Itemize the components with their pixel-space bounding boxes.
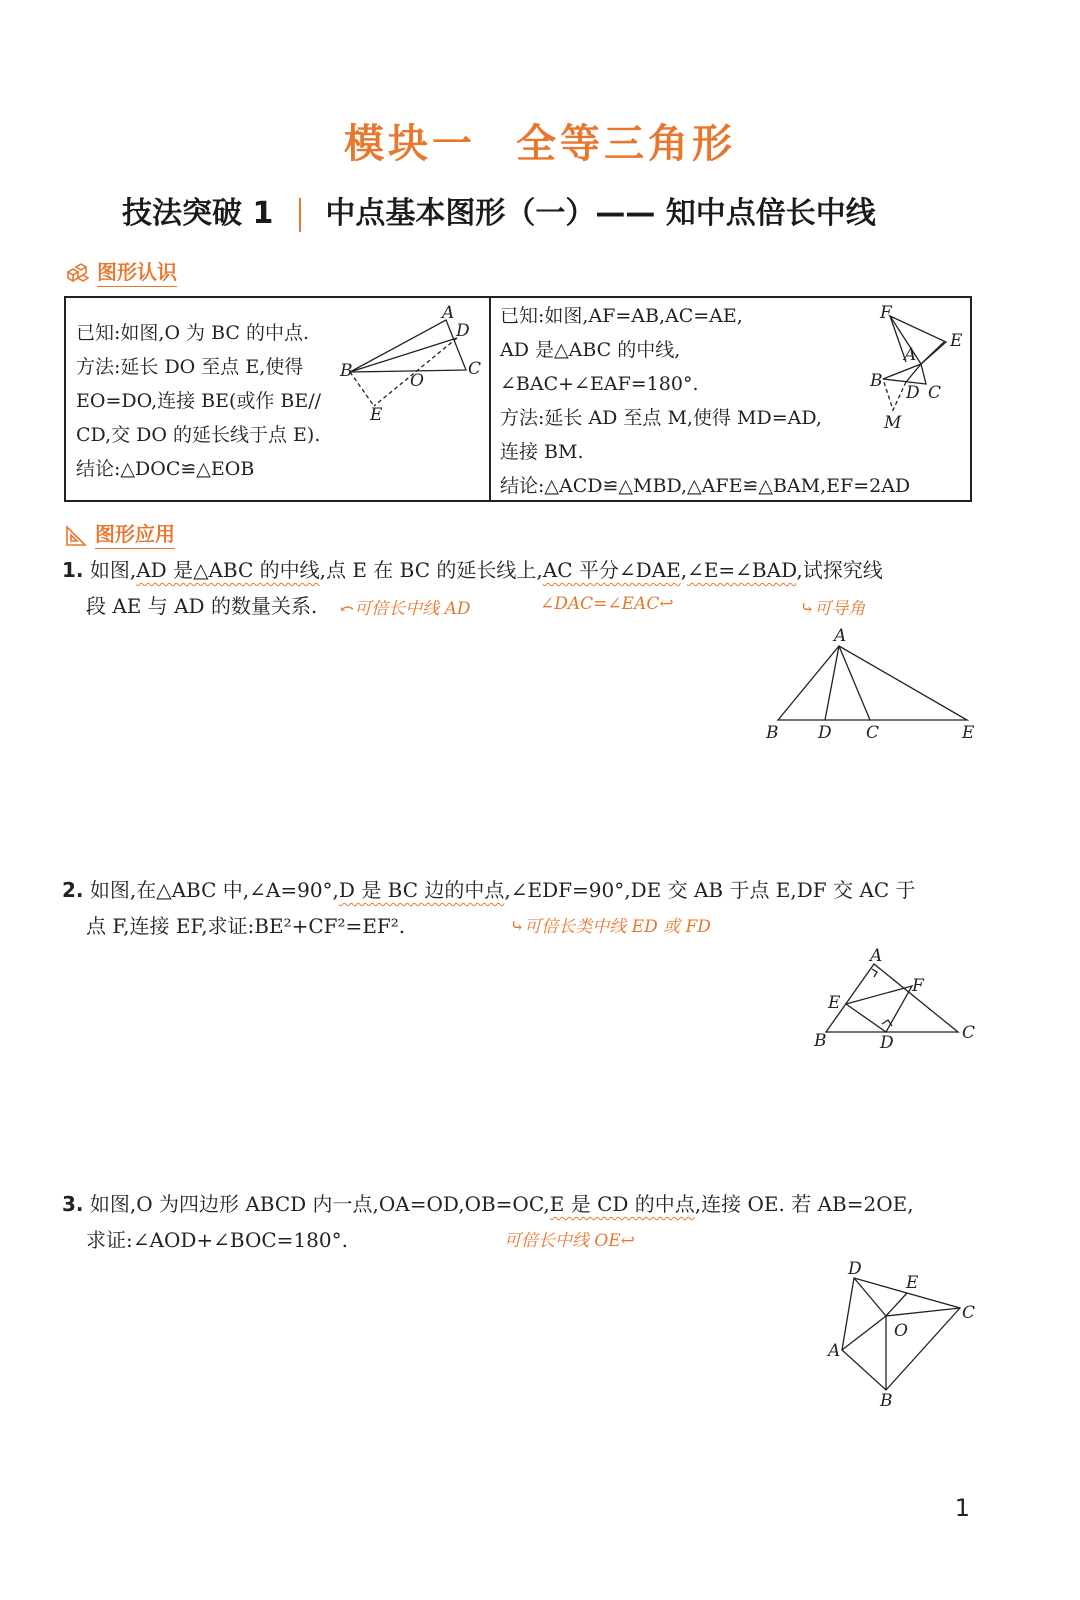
box-divider — [489, 298, 491, 502]
fig-label: E — [906, 1273, 919, 1293]
fig-label: A — [870, 946, 883, 966]
box-left-text — [76, 316, 321, 486]
page-number: 1 — [954, 1494, 970, 1522]
fig-label: E — [828, 993, 841, 1013]
fig-label: F — [912, 976, 924, 996]
fig-label: E — [370, 405, 383, 425]
annotation-note: ⤷可导角 — [800, 599, 866, 619]
box-left-line: 已知:如图,O 为 BC 的中点. — [76, 322, 310, 344]
topic-title — [122, 188, 876, 232]
problem-text: , — [680, 558, 688, 582]
problem-number: 2. — [62, 878, 84, 902]
fig-label: A — [828, 1341, 841, 1361]
fig-label: A — [834, 626, 847, 646]
fig-label: D — [848, 1259, 862, 1279]
problem-text: 如图,在△ABC 中,∠A=90°, — [89, 878, 339, 902]
fig-label: F — [880, 303, 892, 323]
problem-highlight: AD 是△ABC 的中线 — [136, 558, 320, 582]
problem-number: 3. — [62, 1192, 84, 1216]
problem-1-figure — [760, 626, 980, 748]
fig-label: B — [766, 723, 779, 743]
box-right-text — [500, 299, 910, 503]
box-left-line: 结论:△DOC≌△EOB — [76, 458, 255, 480]
box-left-line: 方法:延长 DO 至点 E,使得 — [76, 356, 304, 378]
box-right-line: 方法:延长 AD 至点 M,使得 MD=AD, — [500, 407, 822, 429]
note-text: ∠DAC=∠EAC — [540, 594, 660, 614]
fig-label: M — [884, 413, 902, 432]
note-text: 可倍长中线 OE — [504, 1231, 621, 1251]
problem-3-line-2: 求证:∠AOD+∠BOC=180°. — [86, 1228, 348, 1252]
note-text: 可倍长类中线 ED 或 FD — [524, 917, 711, 937]
box-right-line: 连接 BM. — [500, 441, 584, 463]
section-title: 图形认识 — [97, 256, 177, 287]
annotation-note: ⤺可倍长中线 AD — [340, 599, 471, 619]
box-right-line: ∠BAC+∠EAF=180°. — [500, 373, 699, 395]
fig-label: O — [894, 1321, 908, 1341]
section-head-application — [64, 518, 175, 549]
fig-label: D — [880, 1033, 894, 1052]
fig-label: B — [340, 361, 353, 381]
fig-label: B — [870, 371, 883, 391]
fig-label: E — [962, 723, 975, 743]
box-left-line: CD,交 DO 的延长线于点 E). — [76, 424, 321, 446]
problem-number: 1. — [62, 558, 84, 582]
module-title — [0, 112, 1080, 169]
note-text: 可倍长中线 AD — [354, 599, 471, 619]
problem-3-figure — [820, 1256, 980, 1416]
fig-label: A — [442, 304, 455, 323]
fig-label: O — [410, 371, 424, 391]
note-text: 可导角 — [814, 599, 866, 619]
fig-label: C — [468, 359, 482, 379]
fig-label: D — [818, 723, 832, 743]
fig-label: A — [904, 345, 917, 365]
annotation-note: ⤷可倍长类中线 ED 或 FD — [510, 917, 711, 937]
fig-label: D — [906, 383, 920, 403]
fig-label: B — [814, 1031, 827, 1051]
cubes-icon — [64, 262, 90, 286]
fig-label: D — [456, 321, 470, 341]
fig-label: B — [880, 1391, 893, 1411]
problem-text: ,∠EDF=90°,DE 交 AB 于点 E,DF 交 AC 于 — [504, 878, 916, 902]
box-left-line: EO=DO,连接 BE(或作 BE// — [76, 390, 322, 412]
problem-text: 如图, — [89, 558, 137, 582]
topic-label: 技法突破 1 — [122, 196, 274, 231]
problem-2-line-1 — [62, 872, 916, 908]
problem-2-figure — [808, 946, 980, 1052]
fig-label: C — [866, 723, 880, 743]
problem-highlight: D 是 BC 边的中点 — [338, 878, 505, 902]
box-right-line: 已知:如图,AF=AB,AC=AE, — [500, 305, 743, 327]
problem-3-line-1 — [62, 1186, 914, 1222]
box-left-figure — [338, 304, 486, 426]
problem-highlight: AC 平分∠DAE — [542, 558, 681, 582]
problem-text: ,连接 OE. 若 AB=2OE, — [694, 1192, 914, 1216]
problem-text: ,试探究线 — [796, 558, 883, 582]
fig-label: C — [962, 1303, 976, 1323]
problem-1-line-1 — [62, 552, 883, 588]
section-title: 图形应用 — [95, 518, 175, 549]
topic-divider — [299, 198, 301, 232]
problem-highlight: ∠E=∠BAD — [687, 558, 797, 582]
fig-label: C — [928, 383, 942, 403]
section-head-recognition — [64, 256, 177, 287]
problem-text: ,点 E 在 BC 的延长线上, — [319, 558, 543, 582]
box-right-line: AD 是△ABC 的中线, — [500, 339, 681, 361]
set-square-icon — [64, 524, 88, 548]
problem-text: 如图,O 为四边形 ABCD 内一点,OA=OD,OB=OC, — [89, 1192, 550, 1216]
module-number: 模块一 — [344, 121, 476, 167]
fig-label: C — [962, 1023, 976, 1043]
annotation-note: 可倍长中线 OE↩ — [504, 1231, 636, 1251]
problem-highlight: E 是 CD 的中点 — [549, 1192, 695, 1216]
box-right-line: 结论:△ACD≌△MBD,△AFE≌△BAM,EF=2AD — [500, 475, 911, 497]
fig-label: E — [950, 331, 963, 351]
topic-name: 中点基本图形（一）—— 知中点倍长中线 — [325, 196, 876, 231]
problem-2-line-2: 点 F,连接 EF,求证:BE²+CF²=EF². — [86, 914, 406, 938]
problem-1-line-2: 段 AE 与 AD 的数量关系. — [86, 594, 318, 618]
annotation-note: ∠DAC=∠EAC↩ — [540, 594, 674, 614]
box-right-figure — [866, 302, 966, 432]
module-name: 全等三角形 — [516, 121, 736, 167]
recognition-box — [64, 296, 972, 502]
